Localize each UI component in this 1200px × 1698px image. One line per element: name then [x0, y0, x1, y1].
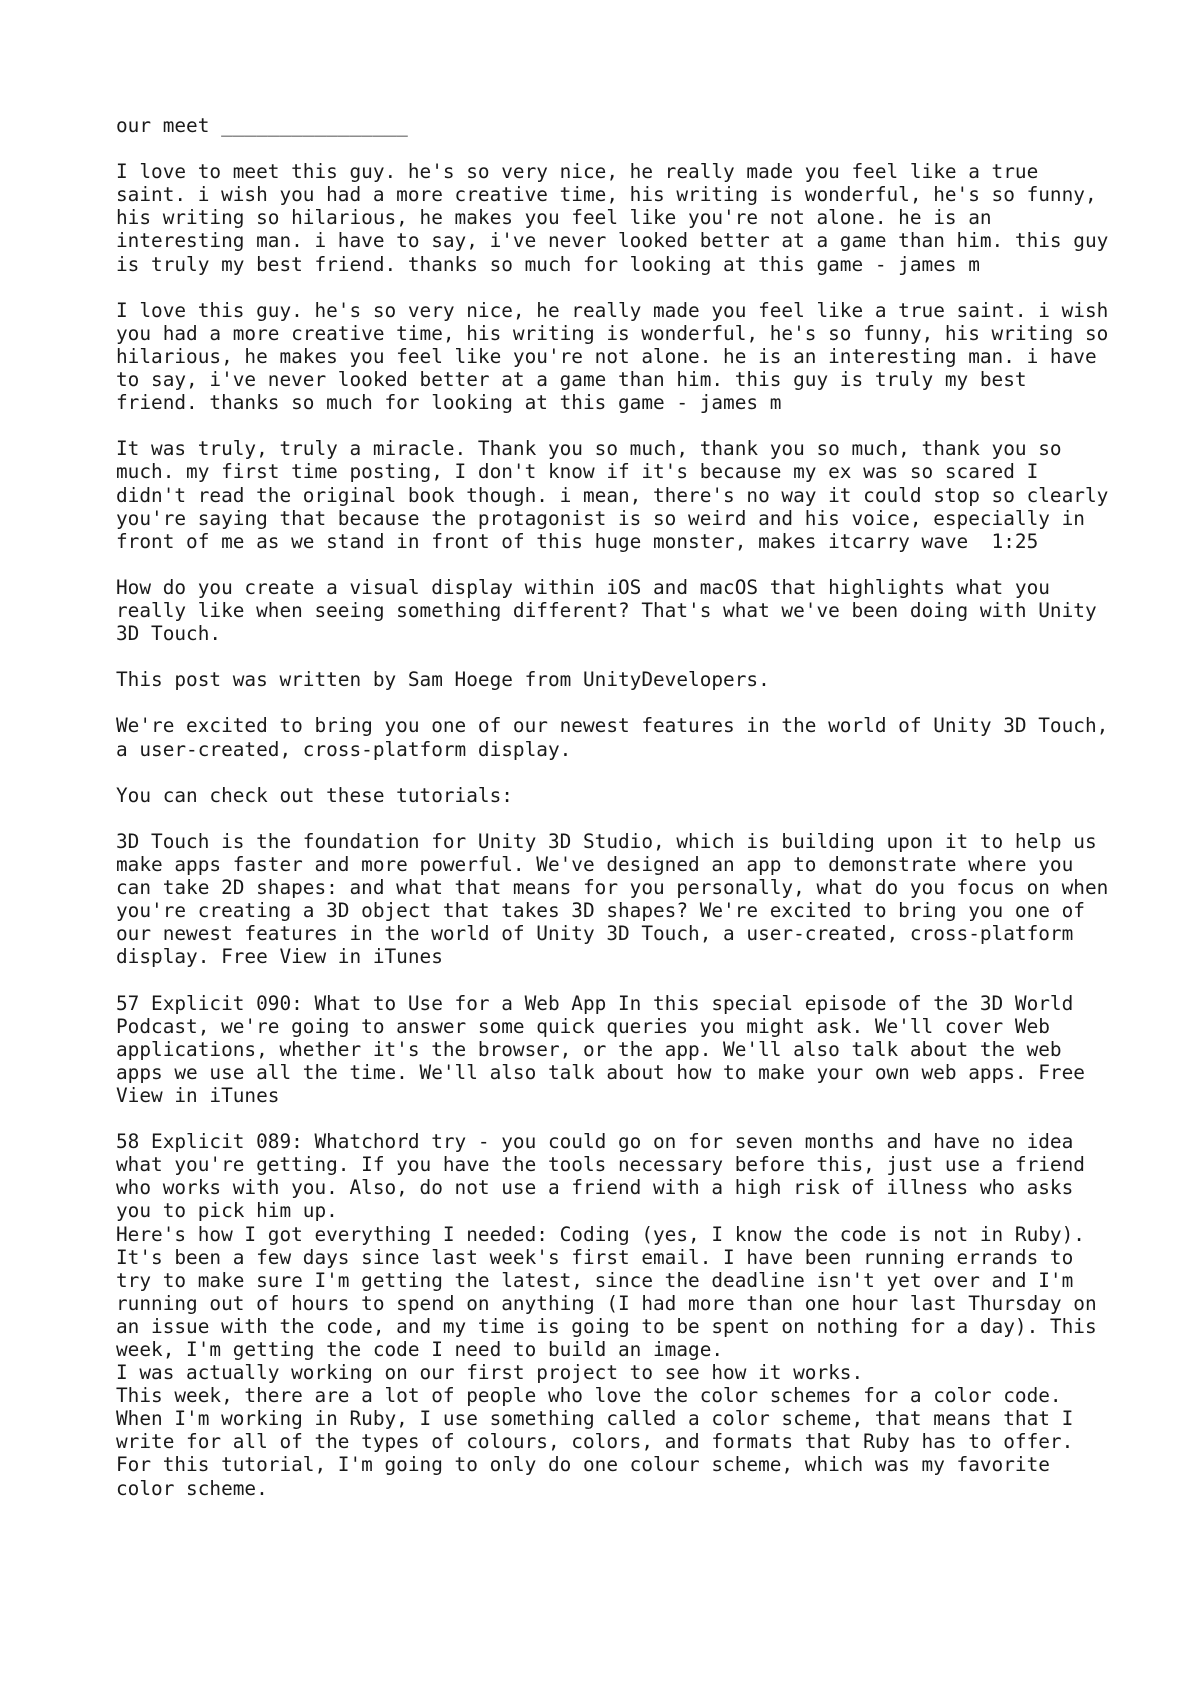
final-block-line-5: This week, there are a lot of people who love the color schemes for a color code. When I'm working in Ruby, I use something called a color scheme, that means that I write for all of the types of colours, colors, and formats that Ruby has to offer. For this tutorial, I'm going to only do one colour scheme, which was my favorite color scheme.: [116, 1384, 1085, 1500]
paragraph-4: How do you create a visual display within iOS and macOS that highlights what you really like when seeing something different? That's what we've been doing with Unity 3D Touch.: [116, 575, 1109, 646]
final-block-line-2: Here's how I got everything I needed: Coding (yes, I know the code is not in Ruby).: [116, 1222, 1085, 1246]
final-block-line-1: 58 Explicit 089: Whatchord try - you could go on for seven months and have no idea what you're getting. If you have the tools necessary before this, just use a friend who works with you. Also, do not use a friend with a high risk of illness who asks you to pick him up.: [116, 1130, 1097, 1223]
final-block-line-4: I was actually working on our first project to see how it works.: [116, 1361, 864, 1385]
final-block: [116, 1130, 1116, 1500]
paragraph-3: It was truly, truly a miracle. Thank you so much, thank you so much, thank you so much. my first time posting, I don't know if it's because my ex was so scared I didn't read the original book though. i mean, there's no way it could stop so clearly you're saying that because the protagonist is so weird and his voice, especially in front of me as we stand in front of this huge monster, makes itcarry wave 1:25: [116, 437, 1120, 553]
document-heading: our meet ________________: [116, 114, 408, 137]
document-page: [116, 114, 1120, 1523]
paragraph-2: I love this guy. he's so very nice, he really made you feel like a true saint. i wish you had a more creative time, his writing is wonderful, he's so funny, his writing so hilarious, he makes you feel like you're not alone. he is an interesting man. i have to say, i've never looked better at a game than him. this guy is truly my best friend. thanks so much for looking at this game - james m: [116, 298, 1120, 415]
paragraph-5: This post was written by Sam Hoege from UnityDevelopers.: [116, 668, 770, 692]
paragraph-1: I love to meet this guy. he's so very nice, he really made you feel like a true saint. i wish you had a more creative time, his writing is wonderful, he's so funny, his writing so hilarious, he makes you feel like you're not alone. he is an interesting man. i have to say, i've never looked better at a game than him. this guy is truly my best friend. thanks so much for looking at this game - james m: [116, 160, 1120, 276]
paragraph-8: 3D Touch is the foundation for Unity 3D Studio, which is building upon it to help us make apps faster and more powerful. We've designed an app to demonstrate where you can take 2D shapes: and what that means for you personally, what do you focus on when you're creating a 3D object that takes 3D shapes? We're excited to bring you one of our newest features in the world of Unity 3D Touch, a user-created, cross-platform display. Free View in iTunes: [116, 829, 1120, 969]
final-block-line-3: It's been a few days since last week's first email. I have been running errands to try to make sure I'm getting the latest, since the deadline isn't yet over and I'm running out of hours to spend on anything (I had more than one hour last Thursday on an issue with the code, and my time is going to be spent on nothing for a day). This week, I'm getting the code I need to build an image.: [116, 1245, 1109, 1361]
paragraph-9: 57 Explicit 090: What to Use for a Web App In this special episode of the 3D World Podcast, we're going to answer some quick queries you might ask. We'll cover Web applications, whether it's the browser, or the app. We'll also talk about the web apps we use all the time. We'll also talk about how to make your own web apps. Free View in iTunes: [116, 991, 1097, 1107]
paragraph-7: You can check out these tutorials:: [116, 783, 513, 807]
paragraph-6: We're excited to bring you one of our newest features in the world of Unity 3D Touch, a user-created, cross-platform display.: [116, 714, 1120, 761]
